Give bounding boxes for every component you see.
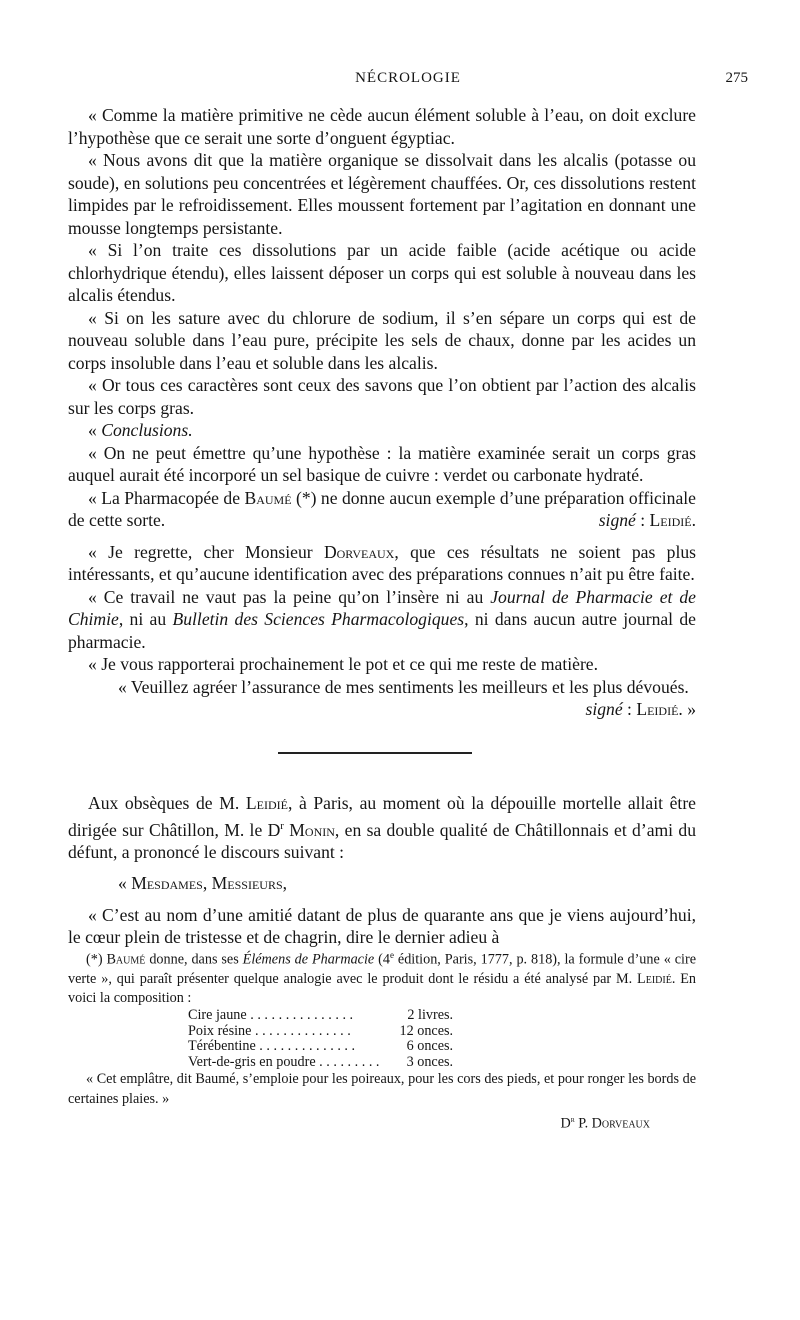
paragraph-4: « Si on les sature avec du chlorure de sodium, il s’en sépare un corps qui est de nouveau soluble dans l’eau pure, précipite les sels de chaux, donne par les acides un corps insoluble dans l’eau et soluble dans les alcalis. [68, 307, 696, 373]
section-divider [278, 752, 472, 754]
book-title: Élémens de Pharmacie [242, 951, 375, 968]
journal-title: Journal de Pharmacie et de Chimie [68, 586, 696, 629]
page-number: 275 [725, 70, 748, 86]
running-header [68, 70, 748, 92]
conclusions-title: Conclusions. [101, 420, 193, 440]
bulletin-title: Bulletin des Sciences Pharmacologiques [172, 609, 465, 629]
paragraph-2: « Nous avons dit que la matière organique se dissolvait dans les alcalis (potasse ou soude), en solutions peu concentrées et légèrement chauffées. Or, ces dissolutions restent limpides par le refroidissement. Elles moussent fortement par l’agitation en donnant une mousse longtemps persistante. [68, 150, 696, 238]
conclusions-heading: « Conclusions. [88, 420, 193, 440]
conclusion-paragraph: « On ne peut émettre qu’une hypothèse : la matière examinée serait un corps gras auquel aurait été incorporé un sel basique de cuivre : verdet ou carbonate hydraté. [68, 442, 696, 485]
table-row: Vert-de-gris en poudre . . . . . . . . . 3 onces. [188, 1053, 454, 1070]
composition-table [188, 1008, 453, 1070]
table-row: Cire jaune . . . . . . . . . . . . . . . 2 livres. [188, 1007, 454, 1024]
signature-leidie-2: signé : Leidié. » [585, 699, 696, 719]
table-row: Térébentine . . . . . . . . . . . . . . 6 onces. [188, 1038, 454, 1055]
regret-paragraph: « Je regrette, cher Monsieur Dorveaux, que ces résultats ne soient pas plus intéressants, et qu’aucune identification avec des préparations connues n’ait pu être faite. [68, 541, 696, 584]
name-leidie: Leidié [245, 793, 288, 813]
veuillez-paragraph: « Veuillez agréer l’assurance de mes sentiments les meilleurs et les plus dévoués. signé : Leidié. » [118, 676, 696, 719]
signature-leidie-1: signé : Leidié. [598, 510, 696, 530]
pharmacopee-paragraph: « La Pharmacopée de Baumé (*) ne donne aucun exemple d’une préparation officinale de cette sorte. signé : Leidié. [68, 487, 696, 530]
author-baume: Baumé [244, 487, 292, 508]
running-title: NÉCROLOGIE [355, 70, 461, 86]
rapport-paragraph: « Je vous rapporterai prochainement le pot et ce qui me reste de matière. [88, 654, 599, 674]
letter-body [68, 104, 696, 721]
paragraph-3: « Si l’on traite ces dissolutions par un acide faible (acide acétique ou acide chlorhydrique étendu), elles laissent déposer un corps qui est soluble à nouveau dans les alcalis étendus. [68, 240, 696, 305]
paragraph-1: « Comme la matière primitive ne cède aucun élément soluble à l’eau, on doit exclure l’hypothèse que ce serait une sorte d’onguent égyptiac. [68, 105, 696, 148]
footnote-signature: $D^r$ P. Dorveaux [560, 1113, 650, 1132]
obseques-section [68, 792, 696, 949]
obseques-paragraph: Aux obsèques de M. Leidié, à Paris, au moment où la dépouille mortelle allait être dirigée sur Châtillon, M. le $D^r$ Monin, en sa double qualité de Châtillonnais et d’ami du défunt, a prononcé le discours suivant : [68, 793, 696, 862]
table-row: Poix résine . . . . . . . . . . . . . . 12 onces. [188, 1022, 454, 1039]
paragraph-5: « Or tous ces caractères sont ceux des savons que l’on obtient par l’action des alcalis sur les corps gras. [68, 375, 696, 418]
salutation: « Mesdames, Messieurs, [118, 873, 288, 894]
travail-paragraph: « Ce travail ne vaut pas la peine qu’on l’insère ni au Journal de Pharmacie et de Chimie, ni au Bulletin des Sciences Pharmacologiques, ni dans aucun autre journal de pharmacie. [68, 586, 696, 652]
footnote [68, 946, 696, 1134]
name-dorveaux: Dorveaux [323, 541, 395, 562]
speech-paragraph: « C’est au nom d’une amitié datant de plus de quarante ans que je viens aujourd’hui, le cœur plein de tristesse et de chagrin, dire le dernier adieu à [68, 904, 696, 948]
name-monin: Monin [289, 819, 335, 840]
footnote-text: (*) Baumé donne, dans ses Élémens de Pharmacie (4e édition, Paris, 1777, p. 818), la formule d’une « cire verte », qui paraît présenter quelque analogie avec le produit dont le résidu a été analysé par M. Leidié. En voici la composition : [68, 950, 696, 1007]
footnote-closing: « Cet emplâtre, dit Baumé, s’emploie pour les poireaux, pour les cors des pieds, et pour ronger les bords de certaines plaies. » [68, 1071, 696, 1107]
